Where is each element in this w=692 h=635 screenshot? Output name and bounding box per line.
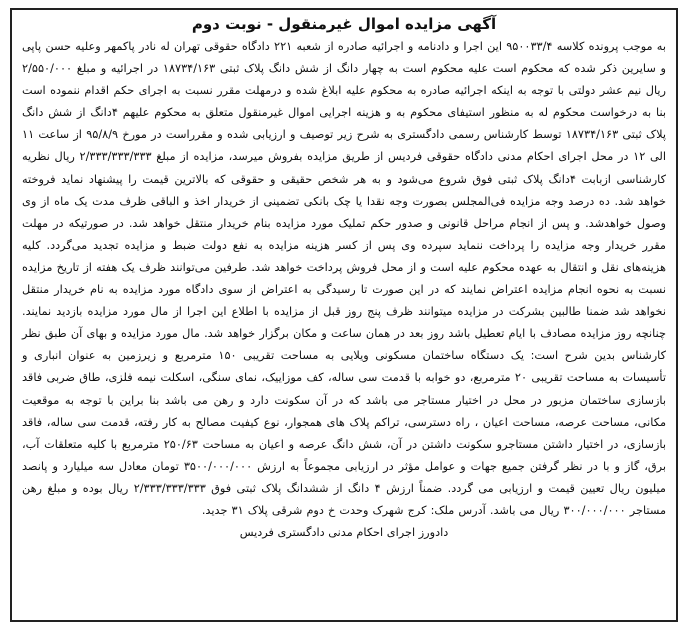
auction-notice [10, 8, 678, 622]
notice-body: به موجب پرونده کلاسه ۹۵۰۰۳۳/۴ این اجرا و دادنامه و اجرائیه صادره از شعبه ۲۲۱ دادگاه حقوقی تهران له نادر پاکمهر وعلیه حسن پاپی و سایرین ذکر شده که محکوم است علیه محکوم است به چهار دانگ از شش دانگ پلاک ثبتی ۱۸۷۳۴/۱۶۳ در اجرائیه و مبلغ ۲/۵۵۰/۰۰۰ ریال نیم عشر دولتی با توجه به اینکه اجرائیه صادره به محکوم علیه ابلاغ شده و درمهلت مقرر نسبت به اجرای حکم اقدام ننموده است بنا به درخواست محکوم له به منظور استیفای محکوم به و هزینه اجرایی اموال غیرمنقول متعلق به محکوم علیهم ۴دانگ از شش دانگ پلاک ثبتی ۱۸۷۳۴/۱۶۳ توسط کارشناس رسمی دادگستری به شرح زیر توصیف و ارزیابی شده و مقرراست در مورخ ۹۵/۸/۹ از ساعت ۱۱ الی ۱۲ در محل اجرای احکام مدنی دادگاه حقوقی فردیس از طریق مزایده بفروش میرسد، مزایده از مبلغ ۲/۳۳۳/۳۳۳/۳۳۳ ریال نظریه کارشناسی ازبابت ۴دانگ پلاک ثبتی فوق شروع می‌شود و به هر شخص حقیقی و حقوقی که بالاترین قیمت را پیشنهاد نماید فروخته خواهد شد. ده درصد وجه مزایده فی‌المجلس بصورت وجه نقدا یا چک بانکی تضمینی از خریدار اخذ و الباقی ظرف مدت یک ماه از وی وصول خواهدشد. و پس از انجام مراحل قانونی و صدور حکم تملیک مورد مزایده بنام خریدار منتقل خواهد شد. در صورتیکه در مهلت مقرر خریدار وجه مزایده را پرداخت ننماید سپرده وی پس از کسر هزینه مزایده به نفع دولت ضبط و مزایده تجدید می‌گردد. کلیه هزینه‌های نقل و انتقال به عهده محکوم علیه است و از محل فروش پرداخت خواهد شد. طرفین می‌توانند ظرف یک هفته از تاریخ مزایده نسبت به نحوه انجام مزایده اعتراض نمایند که در این صورت تا رسیدگی به اعتراض از سوی دادگاه مورد مزایده به نام خریدار منتقل نخواهد شد ضمنا طالبین بشرکت در مزایده میتوانند ظرف پنج روز قبل از مزایده با اطلاع این اجرا از مال مورد مزایده بازدید نمایند. چنانچه روز مزایده مصادف با ایام تعطیل باشد روز بعد در همان ساعت و مکان برگزار خواهد شد. مال مورد مزایده و بهای آن طبق نظر کارشناس بدین شرح است: یک دستگاه ساختمان مسکونی ویلایی به مساحت تقریبی ۱۵۰ مترمربع و زیرزمین به عنوان انباری و تأسیسات به مساحت تقریبی ۲۰ مترمربع، دو خوابه با قدمت سی ساله، کف موزاییک، نمای سنگی، اسکلت نیمه فلزی، طاق ضربی فاقد بازسازی ساختمان مزبور در محل در اختیار مستاجر می باشد که در آن سکونت دارد و رهن می باشد بنا براین با توجه به موقعیت مکانی، مساحت عرصه، مساحت اعیان ، راه دسترسی، تراکم پلاک های همجوار، نوع کیفیت مصالح به کار رفته، قدمت سی ساله، فاقد بازسازی، در اختیار داشتن مستاجرو سکونت داشتن در آن، شش دانگ عرصه و اعیان به مساحت ۲۵۰/۶۳ مترمربع با کلیه متعلقات آب، برق، گاز و با در نظر گرفتن جمیع جهات و عوامل مؤثر در ارزیابی مجموعاً به ارزش ۳۵۰۰/۰۰۰/۰۰۰ تومان معادل سه میلیارد و پانصد میلیون ریال تعیین قیمت و ارزیابی می گردد. ضمناً ارزش ۴ دانگ از ششدانگ پلاک ثبتی فوق ۲/۳۳۳/۳۳۳/۳۳۳ ریال بوده و مبلغ رهن مستاجر ۳۰۰/۰۰۰/۰۰۰ ریال می باشد. آدرس ملک: کرج شهرک وحدت خ دوم شرقی پلاک ۳۱ جدید. [22, 40, 667, 517]
notice-title: آگهی مزایده اموال غیرمنقول - نوبت دوم [191, 15, 497, 33]
notice-signature: دادورز اجرای احکام مدنی دادگستری فردیس [239, 526, 449, 540]
